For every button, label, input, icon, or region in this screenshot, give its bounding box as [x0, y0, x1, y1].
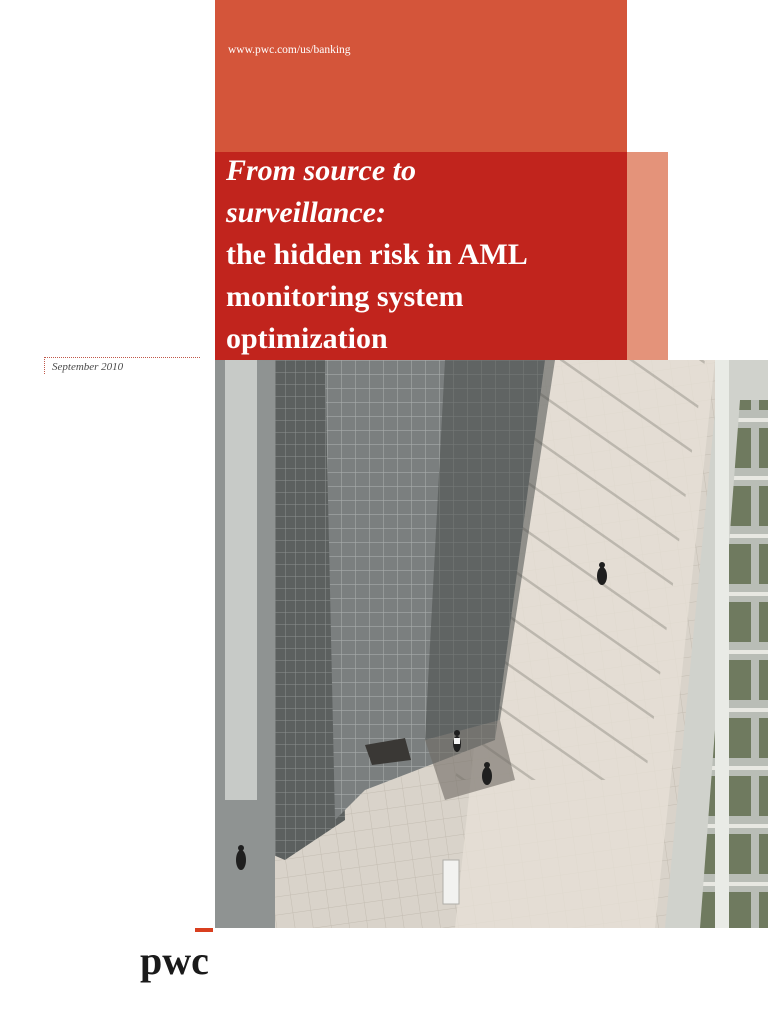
header-color-block [215, 0, 627, 152]
subtitle-line-2: monitoring system [226, 280, 464, 313]
website-url[interactable]: www.pwc.com/us/banking [228, 44, 351, 56]
subtitle-line-1: the hidden risk in AML [226, 238, 528, 271]
publication-date: September 2010 [52, 361, 124, 373]
date-rule [44, 357, 200, 358]
logo-text: pwc [140, 938, 209, 983]
date-tick [44, 357, 45, 374]
title-line-1: From source to [226, 154, 417, 187]
document-title [226, 150, 621, 360]
cover-photo [215, 360, 768, 928]
pwc-logo[interactable] [140, 928, 230, 989]
subtitle-line-3: optimization [226, 322, 388, 355]
building-plaza-illustration [215, 360, 768, 928]
accent-color-block [627, 152, 668, 360]
title-line-2: surveillance: [226, 196, 386, 229]
pwc-logo-mark [140, 928, 230, 984]
